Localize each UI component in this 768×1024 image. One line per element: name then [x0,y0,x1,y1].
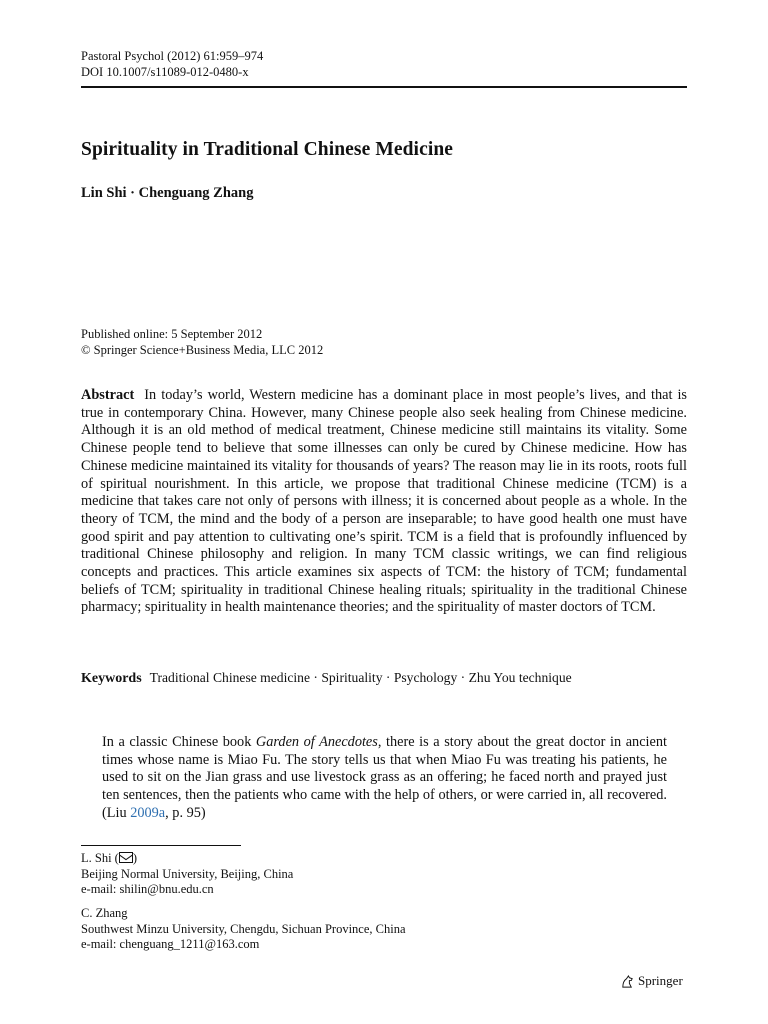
journal-header [81,48,263,80]
affiliation-zhang [81,906,406,953]
publication-info [81,326,323,358]
footnote-rule [81,845,241,846]
article-title: Spirituality in Traditional Chinese Medicine [81,139,454,160]
publisher-name: Springer [638,973,683,988]
author-name [81,851,293,867]
author-email[interactable]: e-mail: shilin@bnu.edu.cn [81,882,214,896]
quote-text: In a classic Chinese book [102,734,256,750]
citation-link[interactable]: 2009a [130,804,166,821]
envelope-icon[interactable] [119,852,133,863]
springer-horse-icon [620,974,635,989]
journal-doi: DOI 10.1007/s11089-012-0480-x [81,65,249,79]
epigraph-quote [102,734,667,823]
journal-citation: Pastoral Psychol (2012) 61:959–974 [81,49,264,63]
copyright-text: Springer Science+Business Media, LLC 2012 [93,343,324,357]
abstract [81,387,687,617]
quote-text: , p. 95) [165,804,206,821]
header-rule [81,86,687,88]
keywords-list: Traditional Chinese medicine · Spirituality · Psychology · Zhu You technique [149,670,572,685]
abstract-label: Abstract [81,387,135,403]
author-institution: Southwest Minzu University, Chengdu, Sichuan Province, China [81,921,406,936]
quote-book-title: Garden of Anecdotes [255,734,378,750]
copyright-line [81,342,323,358]
author-email[interactable]: e-mail: chenguang_1211@163.com [81,937,260,951]
author-institution: Beijing Normal University, Beijing, China [81,866,294,881]
copyright-symbol: © [81,343,91,357]
article-authors: Lin Shi · Chenguang Zhang [81,185,254,201]
author-name-close: ) [132,851,138,865]
quote-text: , there is a story about the great doctor in ancient times whose name is Miao Fu. The story tells us that when Miao Fu was treating his patients, he used to sit on the Jian grass and use livestock grass as an offering; he faced north and prayed just ten sentences, then the patients who came with the help of others, or were carried in, all recovered. (Liu [102,734,667,821]
abstract-text: In today’s world, Western medicine has a dominant place in most people’s lives, and that is true in contemporary China. However, many Chinese people also seek healing from Chinese medicine. Although it is an old method of medical treatment, Chinese medicine still maintains its vitality. Some Chinese people tend to believe that some illnesses can only be cured by Chinese medicine. How has Chinese medicine maintained its vitality for thousands of years? The reason may lie in its roots, roots full of spiritual nourishment. In this article, we propose that traditional Chinese medicine (TCM) is a medicine that takes care not only of persons with illness; it is concerned about people as a whole. In the theory of TCM, the mind and the body of a person are inseparable; to have good health one must have good spirit and pay attention to cultivating one’s spirit. TCM is a field that is profoundly influenced by traditional Chinese philosophy and religion. In many TCM classic writings, we can find religious concepts and practices. This article examines six aspects of TCM: the history of TCM; fundamental beliefs of TCM; spirituality in traditional Chinese healing rituals; spirituality in the traditional Chinese pharmacy; spirituality in health maintenance theories; and the spirituality of master doctors of TCM. [81,387,687,616]
published-date: Published online: 5 September 2012 [81,327,263,341]
keywords [81,669,687,688]
author-name: C. Zhang [81,906,128,920]
author-name-text: L. Shi ( [81,851,119,865]
publisher-logo [620,973,683,989]
affiliation-shi [81,851,293,898]
keywords-label: Keywords [81,671,142,686]
